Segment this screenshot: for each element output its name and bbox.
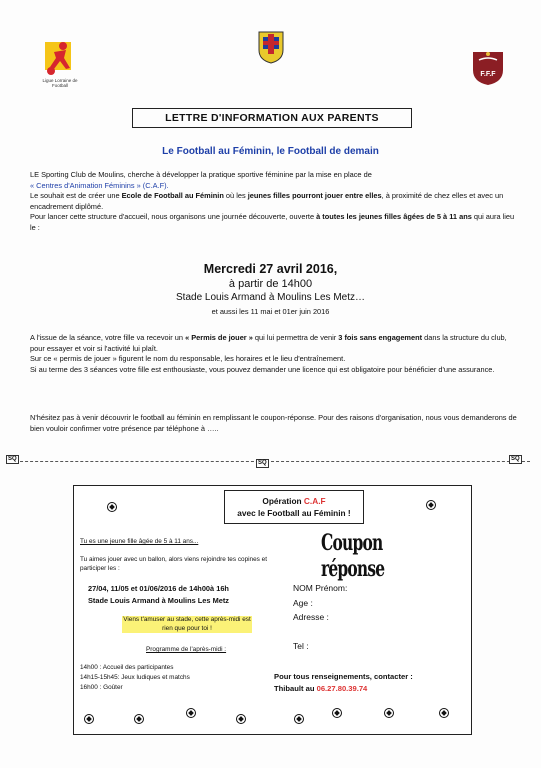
cut-line (10, 461, 530, 462)
football-icon (384, 708, 394, 718)
age-field[interactable]: Age : (293, 598, 313, 608)
intro-p2d: jeunes filles pourront jouer entre elles (247, 191, 382, 200)
op-line2: avec le Football au Féminin ! (237, 508, 351, 518)
event-place: Stade Louis Armand à Moulins Les Metz… (176, 292, 365, 303)
football-icon (186, 708, 196, 718)
scissor-icon: SQ (8, 456, 17, 462)
football-icon (84, 714, 94, 724)
coupon-question-2: Tu aimes jouer avec un ballon, alors viens rejoindre tes copines et participer les : (80, 556, 267, 572)
intro-p3a: Pour lancer cette structure d'accueil, nous organisons une journée découverte, ouverte (30, 212, 317, 221)
body-p5: Sur ce « permis de jouer » figurent le nom du responsable, les horaires et le lieu d'entraînement. (30, 354, 346, 363)
letter-title: LETTRE D'INFORMATION AUX PARENTS (132, 108, 412, 128)
fff-logo-icon (471, 48, 505, 86)
program-item: 14h00 : Accueil des participantes (80, 664, 174, 671)
program-item: 14h15-15h45: Jeux ludiques et matchs (80, 674, 190, 681)
intro-line-1: LE Sporting Club de Moulins, cherche à développer la pratique sportive féminine par la mise en place de (30, 170, 372, 179)
body-p4d: 3 fois sans engagement (338, 333, 423, 342)
svg-text:F.F.F: F.F.F (480, 71, 496, 78)
intro-p3b: à toutes les jeunes filles âgées de 5 à 11 ans (316, 212, 472, 221)
body-p4c: qui lui permettra de venir (252, 333, 339, 342)
operation-box (224, 490, 364, 524)
event-date: Mercredi 27 avril 2016, (203, 262, 338, 276)
intro-p2c: où les (223, 191, 248, 200)
coupon-dates: 27/04, 11/05 et 01/06/2016 de 14h00à 16h (88, 584, 229, 593)
coupon-stadium: Stade Louis Armand à Moulins Les Metz (88, 596, 229, 605)
intro-p2e: , à proximité de chez elles et avec un encadrement diplômé. (30, 191, 504, 211)
coupon-invite: Viens t'amuser au stade, cette après-midi est rien que pour toi ! (123, 616, 251, 632)
scissor-icon: SQ (511, 456, 520, 462)
scissor-icon: SQ (258, 460, 267, 466)
phone-field[interactable]: Tel : (293, 641, 309, 651)
event-time: à partir de 14h00 (228, 278, 313, 290)
coupon-form (73, 485, 472, 735)
football-icon (236, 714, 246, 724)
intro-caf: « Centres d'Animation Féminins » (C.A.F). (30, 180, 169, 190)
contact-line (274, 684, 367, 693)
permit-paragraph (30, 333, 520, 375)
football-icon (332, 708, 342, 718)
football-player-logo-icon (42, 38, 78, 78)
contact-name: Thibault au (274, 684, 317, 693)
letter-subtitle: Le Football au Féminin, le Football de demain (162, 146, 379, 157)
body-p6: Si au terme des 3 séances votre fille est enthousiaste, vous pouvez demander une licence qui est obligatoire pour bénéficier d'une assurance. (30, 364, 495, 374)
football-icon (426, 500, 436, 510)
body-p4e: dans la structure du club, pour essayer et voir si l'activité lui plaît. (30, 333, 507, 353)
intro-p2a: Le souhait est de créer une (30, 191, 122, 200)
intro-paragraph (30, 170, 520, 233)
contact-label: Pour tous renseignements, contacter : (274, 672, 413, 681)
program-title: Programme de l'après-midi : (146, 646, 227, 653)
body-p4a: A l'issue de la séance, votre fille va recevoir un (30, 333, 186, 342)
league-caption: Ligue Lorraine de Football (42, 78, 78, 88)
coupon-title: Coupon réponse (321, 530, 385, 582)
football-icon (134, 714, 144, 724)
football-icon (439, 708, 449, 718)
football-icon (294, 714, 304, 724)
body-p7: N'hésitez pas à venir découvrir le football au féminin en remplissant le coupon-réponse. Pour des raisons d'organisation, nous vous demanderons de bien vouloir confirmer votre présence par téléphone à ….. (30, 413, 517, 433)
intro-p2b: Ecole de Football au Féminin (121, 191, 224, 200)
club-crest-icon (257, 30, 285, 64)
intro-p3c: qui aura lieu le : (30, 212, 515, 232)
name-field[interactable]: NOM Prénom: (293, 583, 348, 593)
program-item: 16h00 : Goûter (80, 684, 123, 691)
coupon-question-1: Tu es une jeune fille âgée de 5 à 11 ans... (80, 538, 199, 545)
league-logo (34, 38, 86, 88)
op-line1: Opération (262, 496, 304, 506)
body-p4b: « Permis de jouer » (185, 333, 253, 342)
contact-phone: 06.27.80.39.74 (316, 684, 368, 693)
event-also: et aussi les 11 mai et 01er juin 2016 (211, 307, 330, 316)
football-icon (107, 502, 117, 512)
op-caf: C.A.F (303, 496, 326, 506)
address-field[interactable]: Adresse : (293, 612, 329, 622)
